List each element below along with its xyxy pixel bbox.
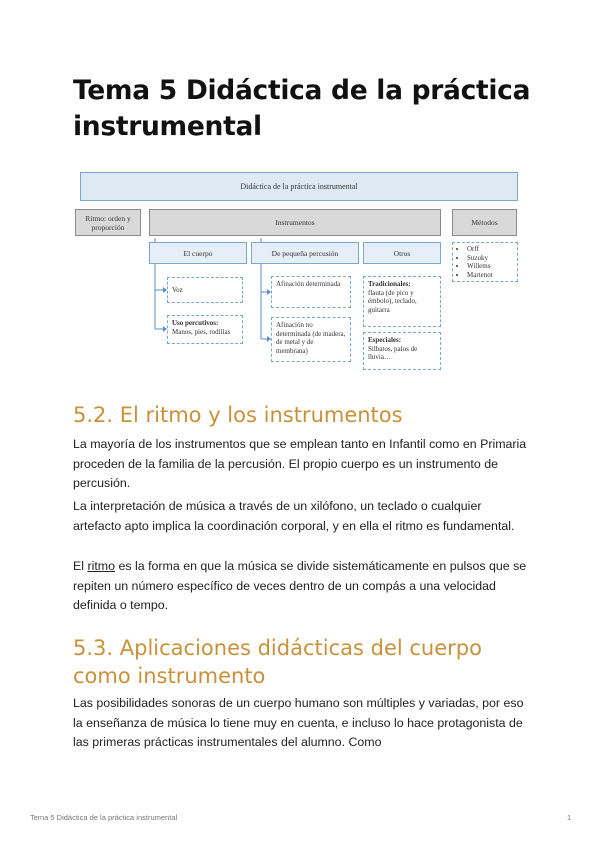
- method-item: • Orff: [467, 245, 513, 254]
- small-percussion-box: De pequeña percusión: [251, 242, 359, 264]
- rhythm-term: ritmo: [87, 559, 116, 573]
- text: El: [73, 559, 88, 573]
- methods-box: Métodos: [452, 209, 517, 236]
- voice-box: Voz: [167, 277, 243, 303]
- percussive-text: Manos, pies, rodillas: [172, 327, 231, 336]
- determined-box: Afinación determinada: [271, 276, 351, 308]
- text: es la forma en que la música se divide sistemáticamente en pulsos que se repiten un número específico de veces dentro de un compás a una velocidad definida o tempo.: [73, 559, 527, 612]
- undetermined-box: Afinación no determinada (de madera, de metal y de membrana): [271, 317, 351, 362]
- rhythm-box: Ritmo: orden y proporción: [75, 209, 141, 236]
- paragraph: La interpretación de música a través de un xilófono, un teclado o cualquier artefacto apto implica la coordinación corporal, y en ella el ritmo es fundamental.: [73, 499, 515, 533]
- page-title: Tema 5 Didáctica de la práctica instrumental: [73, 75, 531, 142]
- methods-list-box: [452, 242, 518, 282]
- body-box: El cuerpo: [149, 242, 247, 264]
- percussive-label: Uso percutivos:: [172, 319, 219, 327]
- concept-diagram: [75, 172, 530, 372]
- instruments-box: Instrumentos: [149, 209, 441, 236]
- traditional-text: flauta (de pico y émbolo), teclado, guitarra: [368, 288, 417, 314]
- section-heading-rhythm: 5.2. El ritmo y los instrumentos: [73, 403, 403, 427]
- diagram-header: Didáctica de la práctica instrumental: [80, 172, 518, 201]
- special-label: Especiales:: [368, 336, 402, 344]
- special-text: Silbatos, palos de lluvia…: [368, 344, 418, 361]
- method-item: • Willems: [467, 262, 513, 271]
- page-number: 1: [567, 813, 572, 822]
- paragraph: Las posibilidades sonoras de un cuerpo humano son múltiples y variadas, por eso la enseñanza de música lo tiene muy en cuenta, e incluso lo hace protagonista de las primeras prácticas instrumentales del alumno. Como: [73, 696, 524, 749]
- paragraph: La mayoría de los instrumentos que se emplean tanto en Infantil como en Primaria proceden de la familia de la percusión. El propio cuerpo es un instrumento de percusión.: [73, 437, 527, 490]
- footer-title: Tema 5 Didáctica de la práctica instrumental: [30, 813, 178, 822]
- special-box: [363, 332, 441, 370]
- method-item: • Suzuky: [467, 254, 513, 263]
- others-box: Otros: [363, 242, 441, 264]
- traditional-label: Tradicionales:: [368, 280, 411, 288]
- section-heading-body: 5.3. Aplicaciones didácticas del cuerpo como instrumento: [73, 636, 482, 688]
- method-item: • Martenot: [467, 271, 513, 280]
- rhythm-definition: [73, 557, 533, 616]
- traditional-box: [363, 276, 441, 327]
- percussive-box: [167, 315, 243, 344]
